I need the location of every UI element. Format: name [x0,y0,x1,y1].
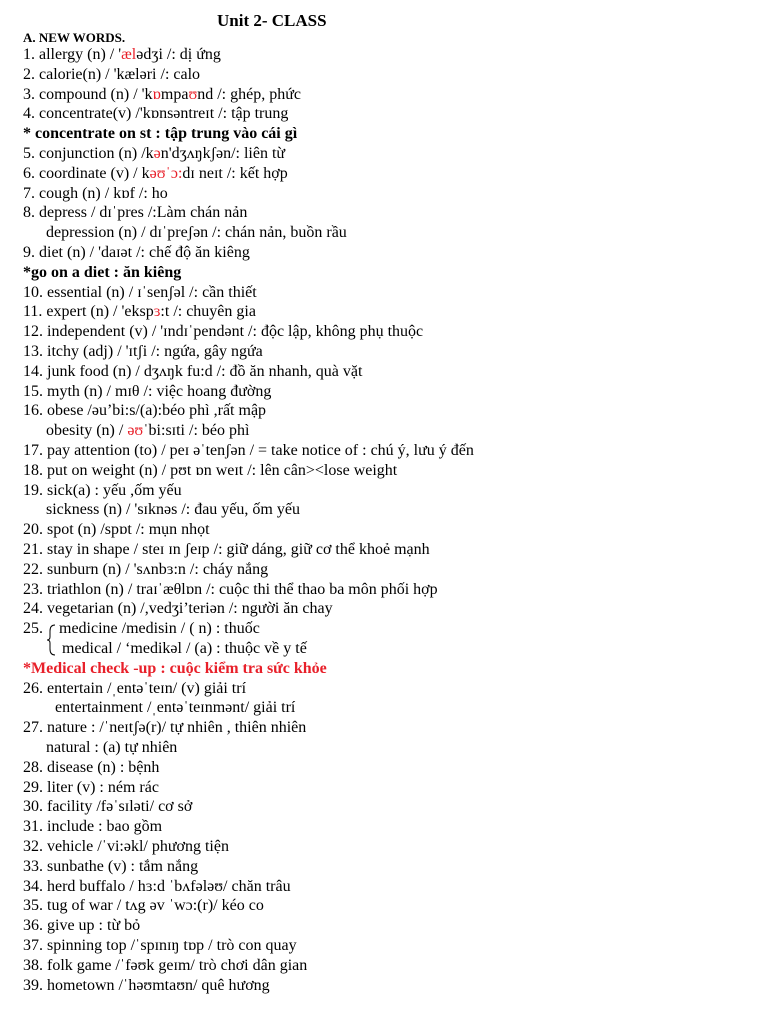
section-heading: A. NEW WORDS. [23,30,126,45]
vocab-line [55,698,295,718]
vocab-line [23,382,271,402]
vocab-text: mpa [160,85,189,103]
vocab-line [23,520,210,540]
vocab-line [23,263,181,283]
vocab-text: 4. concentrate(v) /'kɒnsəntreɪt /: tập trung [23,105,289,123]
vocab-text: depression (n) / dɪˈpreʃən /: chán nản, buồn rầu [46,224,347,242]
vocab-text: 38. folk game /ˈfəʊk geɪm/ trò chơi dân gian [23,956,308,974]
vocab-text: natural : (a) tự nhiên [46,739,178,756]
vocab-line [62,639,307,659]
vocab-text: nd /: ghép, phức [197,85,301,103]
vocab-text: 10. essential (n) / ɪˈsenʃəl /: cần thiết [23,283,257,301]
vocab-text: 12. independent (v) / 'ɪndɪˈpendənt /: độc lập, không phụ thuộc [23,323,424,341]
vocab-text: 18. put on weight (n) / pʊt ɒn weɪt /: lên cân><lose weight [23,461,398,479]
vocab-text: 19. sick(a) : yếu ,ốm yếu [23,481,182,499]
red-text: ɜ [153,303,161,321]
vocab-line [23,896,264,916]
vocab-line [23,877,291,897]
vocab-line [23,401,266,421]
vocab-line [23,560,268,580]
vocab-line [23,302,256,322]
vocab-line [23,916,140,936]
vocab-text: 36. give up : từ bỏ [23,917,141,935]
vocab-line [46,738,177,758]
vocab-text: 22. sunburn (n) / 'sʌnbɜ:n /: cháy nắng [23,560,269,578]
vocab-text: medical / ‘medikəl / (a) : thuộc về y tế [62,640,307,657]
vocab-text: sickness (n) / 'sɪknəs /: đau yếu, ốm yếu [46,501,300,519]
vocab-text: 8. depress / dɪˈpres /:Làm chán nản [23,204,248,222]
vocab-line [23,243,250,263]
red-text: əʊ [127,422,144,440]
red-text: æl [121,46,137,63]
brace-icon [46,623,56,657]
vocab-line [23,481,182,501]
vocab-text: 6. coordinate (v) / k [23,164,150,182]
vocab-text: 3. compound (n) / 'k [23,85,153,103]
vocab-text: dɪ neɪt /: kết hợp [182,164,288,182]
vocab-line [46,421,249,441]
vocab-text: 30. facility /fəˈsɪləti/ cơ sở [23,798,193,816]
vocab-line [23,619,260,639]
vocab-line [23,362,362,382]
vocab-line [23,45,221,65]
vocab-line [23,322,423,342]
vocab-line [23,817,162,837]
vocab-line [23,778,159,798]
vocab-text: ədʒi /: dị ứng [136,46,221,63]
vocab-line [23,342,263,362]
vocab-text: *go on a diet : ăn kiêng [23,263,182,281]
vocab-text: * concentrate on st : tập trung vào cái gì [23,125,298,143]
vocab-line [23,184,168,204]
vocab-text: 15. myth (n) / mɪθ /: việc hoang đường [23,382,272,400]
vocab-text: 14. junk food (n) / dʒʌŋk fu:d /: đồ ăn nhanh, quà vặt [23,362,363,380]
vocab-line [23,936,297,956]
vocab-line [23,599,333,619]
vocab-line [23,441,474,461]
vocab-text: 7. cough (n) / kɒf /: ho [23,184,168,202]
vocab-text: 11. expert (n) / 'eksp [23,303,154,321]
vocab-text: *Medical check -up : cuộc kiểm tra sức khỏe [23,659,327,677]
vocab-line [23,758,159,778]
vocab-text: 16. obese /əu’bi:s/(a):béo phì ,rất mập [23,402,267,420]
vocab-line [46,223,347,243]
vocab-text: 9. diet (n) / 'daɪət /: chế độ ăn kiêng [23,244,250,261]
red-text: əʊˈɔ: [149,164,183,182]
vocab-line [23,837,229,857]
vocab-text: 28. disease (n) : bệnh [23,758,160,776]
vocab-line [23,65,200,85]
vocab-line [23,203,247,223]
red-text: ɒ [152,85,161,103]
vocab-line [23,659,327,679]
vocab-line [23,679,246,699]
vocab-text: n'dʒʌŋkʃən/: liên từ [160,145,286,162]
vocab-line [23,797,192,817]
vocab-line [23,124,297,144]
vocab-text: 13. itchy (adj) / 'ɪtʃi /: ngứa, gây ngứa [23,343,263,360]
vocab-text: entertainment /ˌentəˈteɪnmənt/ giải trí [55,699,296,717]
vocab-text: obesity (n) / [46,422,128,440]
vocab-line [23,85,301,105]
vocab-line [23,283,257,303]
vocab-line [23,857,198,877]
red-text: ʊ [188,85,198,103]
vocab-line [23,540,430,560]
vocab-text: 29. liter (v) : ném rác [23,778,159,796]
vocab-line [23,580,438,600]
vocab-text: 23. triathlon (n) / traɪˈæθlɒn /: cuộc thi thể thao ba môn phối hợp [23,580,438,598]
vocab-text: :t /: chuyên gia [160,303,256,321]
vocab-line [46,500,300,520]
vocab-text: 33. sunbathe (v) : tắm nắng [23,857,199,875]
vocab-text: 2. calorie(n) / 'kæləri /: calo [23,65,201,83]
vocab-text: 26. entertain /ˌentəˈteɪn/ (v) giải trí [23,679,247,697]
vocab-line [23,144,285,164]
vocab-line [23,164,288,184]
vocab-text: 25. [23,620,43,638]
vocab-text: 31. include : bao gồm [23,818,163,836]
vocab-text: 17. pay attention (to) / peɪ əˈtenʃən / = take notice of : chú ý, lưu ý đến [23,442,474,459]
vocab-text: 21. stay in shape / steɪ ɪn ʃeɪp /: giữ dáng, giữ cơ thể khoẻ mạnh [23,541,430,558]
vocab-text: 5. conjunction (n) /k [23,145,154,162]
vocab-text: 39. hometown /ˈhəʊmtaʊn/ quê hương [23,976,270,994]
vocab-text: 32. vehicle /ˈvi:əkl/ phương tiện [23,838,229,855]
page-title: Unit 2- CLASS [217,11,327,30]
vocab-line [23,956,307,976]
vocab-line [23,461,397,481]
red-text: ə [153,145,161,162]
vocab-text: 24. vegetarian (n) /,vedʒi’teriən /: người ăn chay [23,600,333,618]
vocab-text: 34. herd buffalo / hɜ:d ˈbʌfələʊ/ chăn trâu [23,877,291,895]
vocab-text: 27. nature : /ˈneɪtʃə(r)/ tự nhiên , thiên nhiên [23,719,307,737]
vocab-text: 20. spot (n) /spɒt /: mụn nhọt [23,521,210,539]
vocab-line [23,718,306,738]
vocab-text: 35. tug of war / tʌg əv ˈwɔ:(r)/ kéo co [23,897,264,915]
vocab-text: medicine /medisin / ( n) : thuốc [59,620,260,638]
vocab-text: 1. allergy (n) / ' [23,46,122,63]
vocab-text: 37. spinning top /ˈspɪnɪŋ tɒp / trò con quay [23,937,297,954]
vocab-text: ˈbi:sɪti /: béo phì [143,422,250,440]
vocab-line [23,976,270,996]
vocab-line [23,104,288,124]
